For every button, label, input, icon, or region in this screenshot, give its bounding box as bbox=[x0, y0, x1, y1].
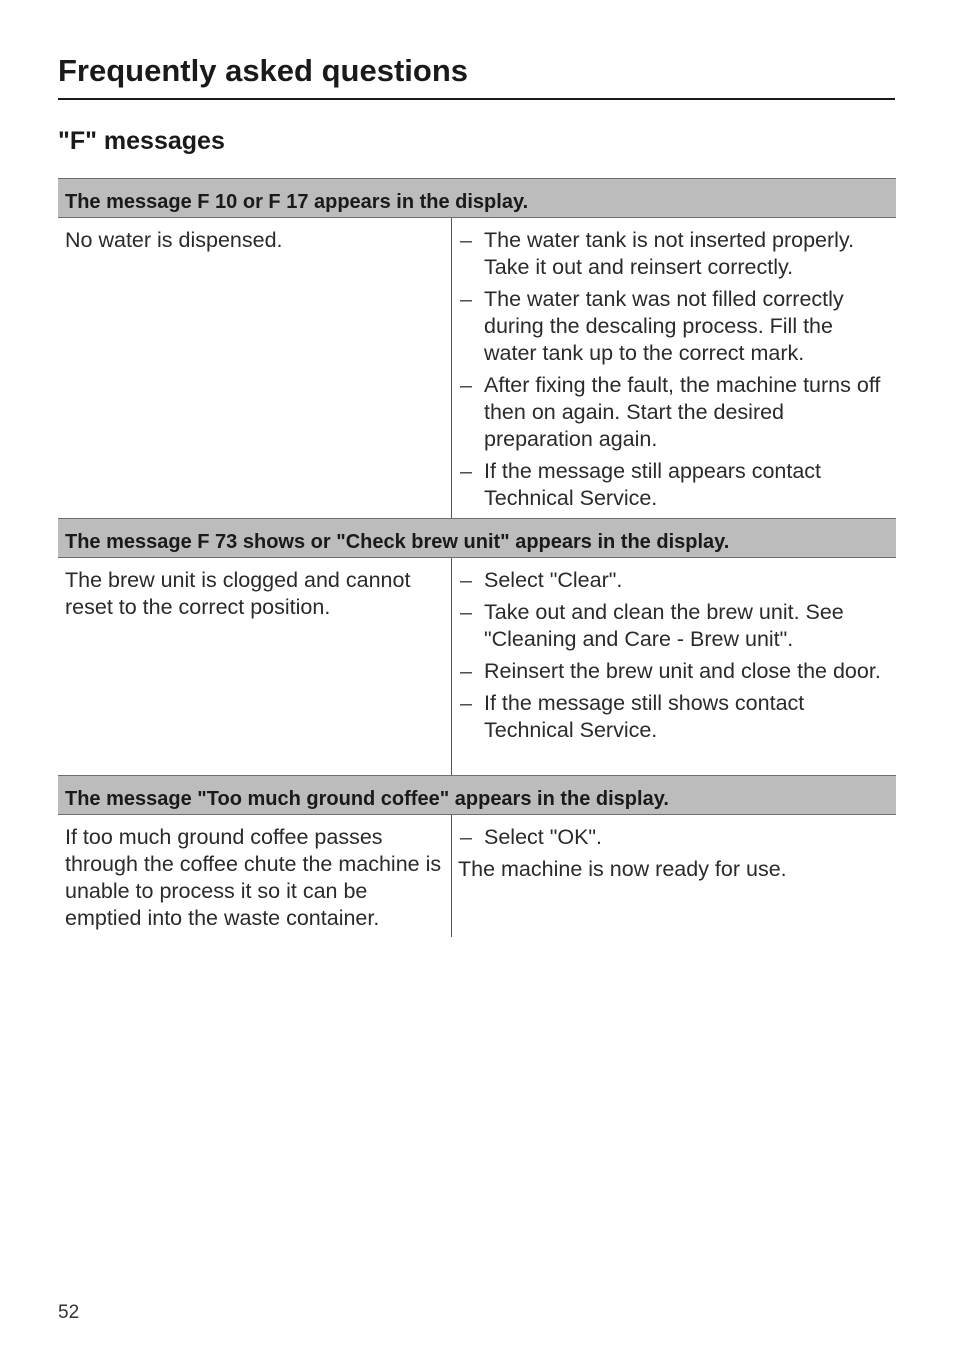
solution-item bbox=[458, 824, 890, 851]
solution-list bbox=[458, 227, 890, 512]
title-divider bbox=[58, 98, 895, 100]
dash-bullet-icon: – bbox=[460, 459, 472, 483]
problem-cell: The brew unit is clogged and cannot reset to the correct position. bbox=[58, 558, 452, 775]
faq-block-heading: The message "Too much ground coffee" appears in the display. bbox=[58, 775, 896, 815]
page-title: Frequently asked questions bbox=[58, 53, 468, 88]
dash-bullet-icon: – bbox=[460, 228, 472, 252]
solution-text: Reinsert the brew unit and close the door. bbox=[484, 659, 881, 683]
solution-text: The water tank is not inserted properly. Take it out and reinsert correctly. bbox=[484, 228, 855, 279]
solution-list bbox=[458, 824, 890, 851]
solution-item bbox=[458, 599, 890, 653]
solution-item bbox=[458, 286, 890, 367]
solution-text: The water tank was not filled correctly during the descaling process. Fill the water tank up to the correct mark. bbox=[484, 287, 844, 365]
dash-bullet-icon: – bbox=[460, 659, 472, 683]
solution-text: Select "Clear". bbox=[484, 568, 623, 592]
faq-block-body bbox=[58, 558, 896, 775]
solution-text: Take out and clean the brew unit. See "Cleaning and Care - Brew unit". bbox=[484, 600, 844, 651]
problem-cell: If too much ground coffee passes through the coffee chute the machine is unable to process it so it can be emptied into the waste container. bbox=[58, 815, 452, 937]
section-title: "F" messages bbox=[58, 127, 225, 155]
dash-bullet-icon: – bbox=[460, 373, 472, 397]
faq-block bbox=[58, 775, 896, 937]
solution-item bbox=[458, 567, 890, 594]
solution-item bbox=[458, 658, 890, 685]
solution-item bbox=[458, 690, 890, 744]
faq-block-body bbox=[58, 815, 896, 937]
dash-bullet-icon: – bbox=[460, 600, 472, 624]
dash-bullet-icon: – bbox=[460, 287, 472, 311]
dash-bullet-icon: – bbox=[460, 825, 472, 849]
solution-text: If the message still shows contact Technical Service. bbox=[484, 691, 805, 742]
faq-block bbox=[58, 518, 896, 775]
solution-text: If the message still appears contact Technical Service. bbox=[484, 459, 822, 510]
faq-block-heading: The message F 73 shows or "Check brew unit" appears in the display. bbox=[58, 518, 896, 558]
solution-item bbox=[458, 458, 890, 512]
page-number: 52 bbox=[58, 1302, 80, 1323]
faq-block-body bbox=[58, 218, 896, 518]
solution-text: After fixing the fault, the machine turns off then on again. Start the desired preparation again. bbox=[484, 373, 881, 451]
faq-block bbox=[58, 178, 896, 518]
dash-bullet-icon: – bbox=[460, 691, 472, 715]
faq-block-heading: The message F 10 or F 17 appears in the display. bbox=[58, 178, 896, 218]
solution-list bbox=[458, 567, 890, 744]
problem-cell: No water is dispensed. bbox=[58, 218, 452, 518]
solution-item bbox=[458, 372, 890, 453]
faq-table bbox=[58, 178, 896, 937]
solution-cell bbox=[452, 218, 896, 518]
solution-note: The machine is now ready for use. bbox=[458, 857, 787, 881]
solution-cell bbox=[452, 558, 896, 775]
solution-cell bbox=[452, 815, 896, 937]
solution-text: Select "OK". bbox=[484, 825, 603, 849]
solution-item bbox=[458, 227, 890, 281]
dash-bullet-icon: – bbox=[460, 568, 472, 592]
